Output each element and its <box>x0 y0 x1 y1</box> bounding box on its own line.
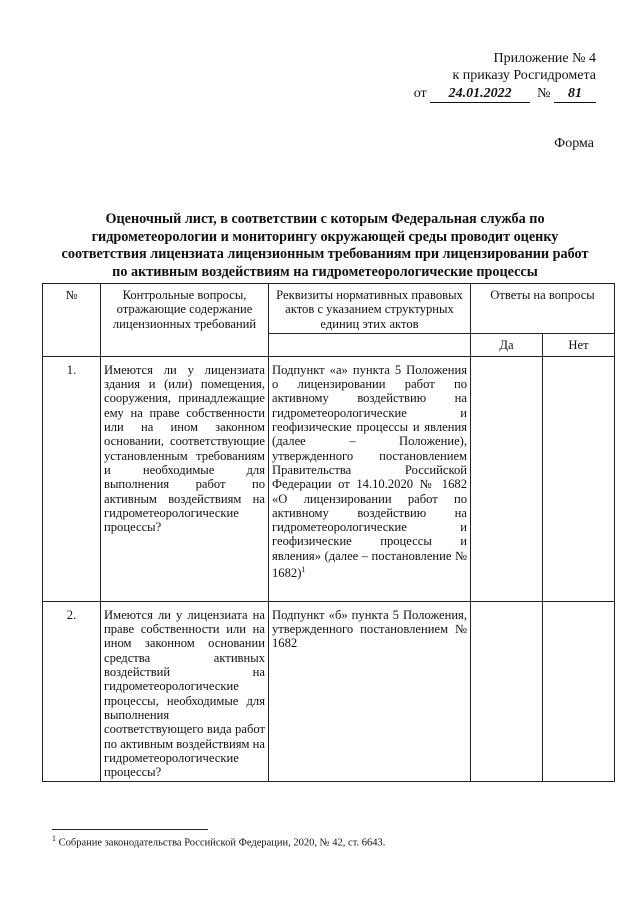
table-row <box>43 601 615 782</box>
footnote-mark: 1 <box>301 565 306 575</box>
footnote-number: 1 <box>52 834 56 843</box>
annex-order: к приказу Росгидромета <box>452 68 596 83</box>
row-requisite: Подпункт «б» пункта 5 Положения, утвержденного постановлением № 1682 <box>269 601 471 782</box>
header-questions: Контрольные вопросы, отражающие содержание лицензионных требований <box>101 284 269 357</box>
answer-no-cell <box>543 601 615 782</box>
annex-title: Приложение № 4 <box>493 51 596 66</box>
table-row <box>43 356 615 601</box>
row-requisite: Подпункт «а» пункта 5 Положения о лицензировании работ по активному воздействию на гидрометеорологические и геофизические процессы и явления (далее – Положение), утвержденного постановлением Правительства Российской Федерации от 14.10.2020 № 1682 «О лицензировании работ по активному воздействию на гидрометеорологические и геофизические процессы и явления» (далее – постановление № 1682)$^1$ <box>269 356 471 601</box>
assessment-table <box>42 283 615 782</box>
header-requisites-blank <box>269 333 471 356</box>
document-title: Оценочный лист, в соответствии с которым Федеральная служба по гидрометеорологии и мониторингу окружающей среды проводит оценку соответствия лицензиата лицензионным требованиям при лицензировании работ по активным воздействиям на гидрометеорологические процессы <box>61 211 589 280</box>
header-num: № <box>43 284 101 357</box>
row-number: 1. <box>43 356 101 601</box>
footnote <box>52 834 385 849</box>
number-label: № <box>537 86 551 101</box>
handwritten-date: 24.01.2022 <box>430 85 530 103</box>
footnote-divider <box>52 829 208 830</box>
annex-block <box>414 50 596 103</box>
answer-no-cell <box>543 356 615 601</box>
row-question: Имеются ли у лицензиата на праве собственности или на ином законном основании средства активных воздействий на гидрометеорологические процессы, необходимые для выполнения соответствующего вида работ по активным воздействиям на гидрометеорологические процессы? <box>101 601 269 782</box>
date-prefix: от <box>413 86 427 101</box>
header-yes: Да <box>471 333 543 356</box>
form-label: Форма <box>554 136 594 151</box>
answer-yes-cell <box>471 356 543 601</box>
header-no: Нет <box>543 333 615 356</box>
handwritten-number: 81 <box>554 85 596 103</box>
order-date-line <box>414 85 596 103</box>
header-answers: Ответы на вопросы <box>471 284 615 334</box>
header-requisites: Реквизиты нормативных правовых актов с указанием структурных единиц этих актов <box>269 284 471 334</box>
answer-yes-cell <box>471 601 543 782</box>
footnote-text: Собрание законодательства Российской Федерации, 2020, № 42, ст. 6643. <box>58 837 386 849</box>
table-header-row <box>43 284 615 334</box>
row-number: 2. <box>43 601 101 782</box>
row-question: Имеются ли у лицензиата здания и (или) помещения, сооружения, принадлежащие ему на праве собственности или на ином законном основании, соответствующие установленным требованиям и необходимые для выполнения работ по активным воздействиям на гидрометеорологические процессы? <box>101 356 269 601</box>
